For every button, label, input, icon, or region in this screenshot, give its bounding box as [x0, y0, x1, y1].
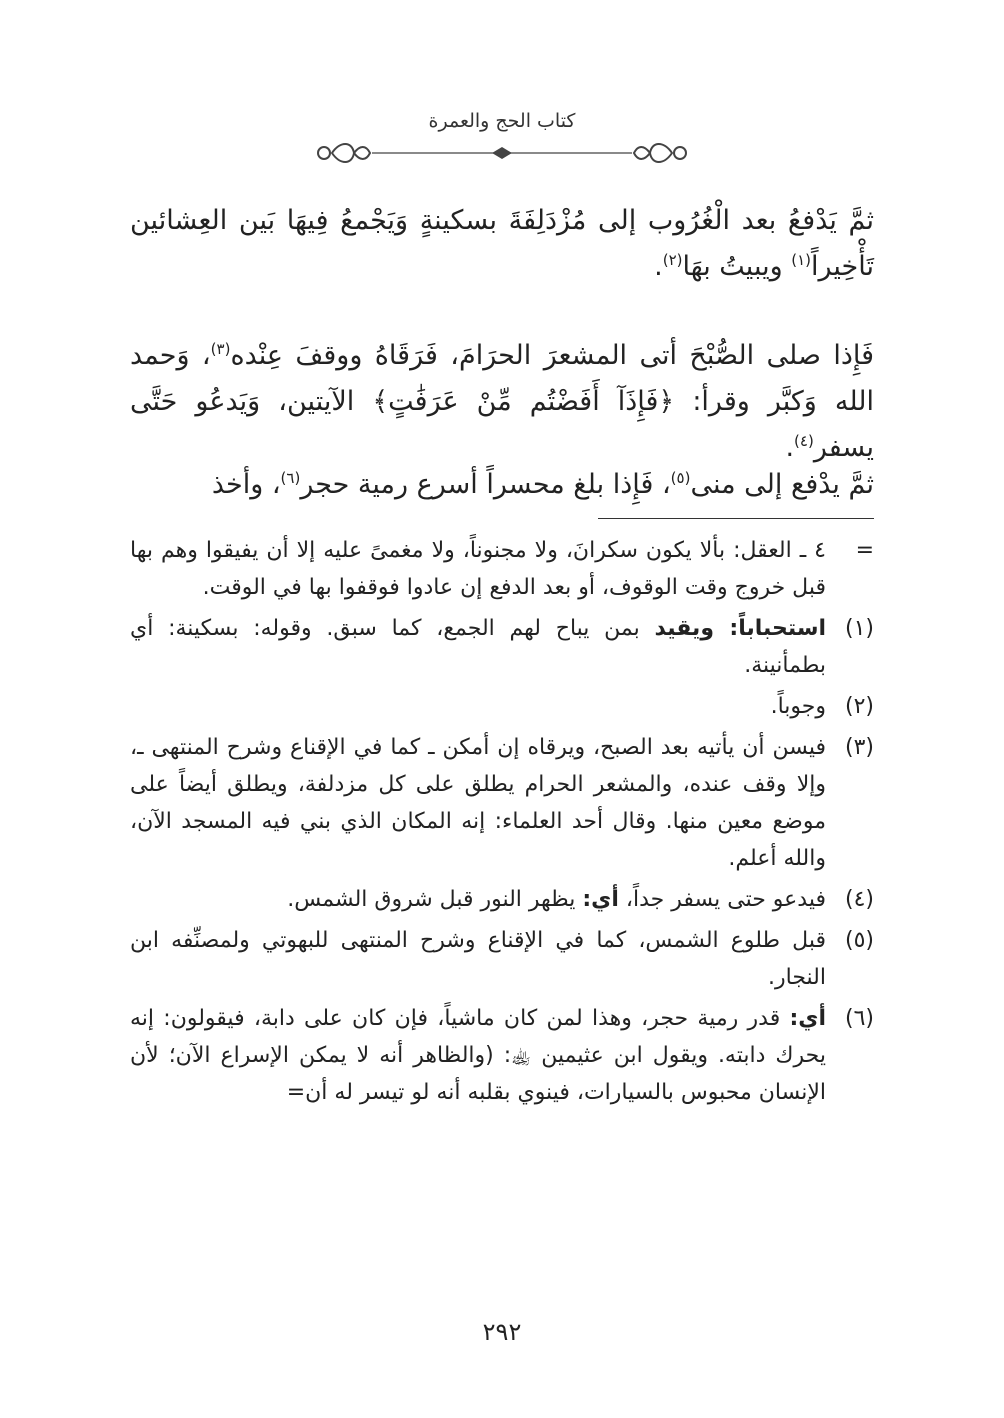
paragraph-2: [130, 333, 874, 471]
footnote-number: (٣): [844, 735, 874, 760]
footnote-bold: أي:: [789, 1006, 826, 1031]
p1-text-c: .: [654, 251, 663, 282]
p1-text-b: ويبيتُ بهَا: [682, 251, 792, 282]
footnote-number: (١): [844, 616, 874, 641]
footnote-text: يظهر النور قبل شروق الشمس.: [287, 887, 583, 912]
footnote-6: [130, 1000, 874, 1111]
footnote-text: قدر رمية حجر، وهذا لمن كان ماشياً، فإن كان على دابة، فيقولون: إنه يحرك دابته. ويقول ابن عثيمين ﵀: (والظاهر أنه لا يمكن الإسراع الآن؛ لأن الإنسان محبوس بالسيارات، فينوي بقلبه أنه لو تيسر له أن=: [130, 1006, 826, 1105]
footnote-separator: [598, 518, 874, 519]
paragraph-1: [130, 198, 874, 290]
running-header: [0, 110, 1004, 132]
footnote-1: [130, 610, 874, 684]
footnote-continuation: [130, 532, 874, 606]
paragraph-3: [130, 462, 874, 508]
footnote-text: بمن يباح لهم الجمع، كما سبق. وقوله: بسكينة: أي بطمأنينة.: [130, 616, 826, 678]
p3-text-b: ، فَإِذا بلغ محسراً أسرع رمية حجر: [300, 469, 671, 500]
footnote-text: فيدعو حتى يسفر جداً،: [618, 887, 826, 912]
footnote-5: [130, 922, 874, 996]
footnote-4: [130, 881, 874, 918]
footnote-2: [130, 688, 874, 725]
header-ornament-icon: [302, 133, 702, 173]
footnote-bold: استحباباً:: [729, 616, 826, 641]
footnote-text: ٤ ـ العقل: بألا يكون سكرانَ، ولا مجنوناً، ولا مغمىً عليه إلا أن يفيقوا وهم بها قبل خروج وقت الوقوف، أو بعد الدفع إن عادوا فوقفوا بها في الوقت.: [130, 538, 826, 600]
footnote-ref-5: (٥): [670, 469, 691, 487]
footnote-number: (٥): [844, 928, 874, 953]
footnote-bold: ويقيد: [654, 616, 730, 641]
p3-text-c: ، وأخذ: [211, 469, 281, 500]
footnote-number: (٤): [844, 887, 874, 912]
footnote-3: [130, 729, 874, 877]
footnote-ref-1: (١): [791, 251, 812, 269]
footnote-marker: =: [855, 538, 874, 563]
p1-text-a: ثمَّ يَدْفعُ بعد الْغُرُوب إلى مُزْدَلِفَةَ بسكينةٍ وَيَجْمعُ فِيهَا بَين العِشائين تَأْخِيراً: [130, 205, 874, 282]
footnote-ref-2: (٢): [662, 251, 683, 269]
footnotes: [130, 532, 874, 1115]
footnote-ref-4: (٤): [794, 432, 814, 450]
footnote-number: (٢): [844, 694, 874, 719]
footnote-ref-3: (٣): [210, 340, 231, 358]
footnote-text: وجوباً.: [770, 694, 826, 719]
p2-text-c: .: [785, 432, 795, 463]
footnote-text: قبل طلوع الشمس، كما في الإقناع وشرح المنتهى للبهوتي ولمصنِّفه ابن النجار.: [130, 928, 826, 990]
p2-text-b: ، وَحمد الله وَكبَّر وقرأ: ﴿فَإِذَآ أَفَضْتُم مِّنْ عَرَفَٰتٍ﴾ الآيتين، وَيَدعُو حَتَّى يسفر: [130, 340, 874, 463]
footnote-text: فيسن أن يأتيه بعد الصبح، ويرقاه إن أمكن ـ كما في الإقناع وشرح المنتهى ـ، وإلا وقف عنده، والمشعر الحرام يطلق على كل مزدلفة، ويطلق أيضاً على موضع معين منها. وقال أحد العلماء: إنه المكان الذي بني فيه المسجد الآن، والله أعلم.: [130, 735, 826, 871]
page-number: ٢٩٢: [482, 1318, 522, 1346]
p2-text-a: فَإِذا صلى الصُّبْحَ أتى المشعرَ الحرَامَ، فَرَقَاهُ ووقفَ عِنْده: [230, 340, 874, 371]
footnote-bold: أي:: [582, 887, 619, 912]
p3-text-a: ثمَّ يدْفع إلى منى: [690, 469, 874, 500]
footnote-ref-6: (٦): [280, 469, 301, 487]
footnote-number: (٦): [844, 1006, 874, 1031]
header-title: كتاب الحج والعمرة: [428, 110, 576, 132]
